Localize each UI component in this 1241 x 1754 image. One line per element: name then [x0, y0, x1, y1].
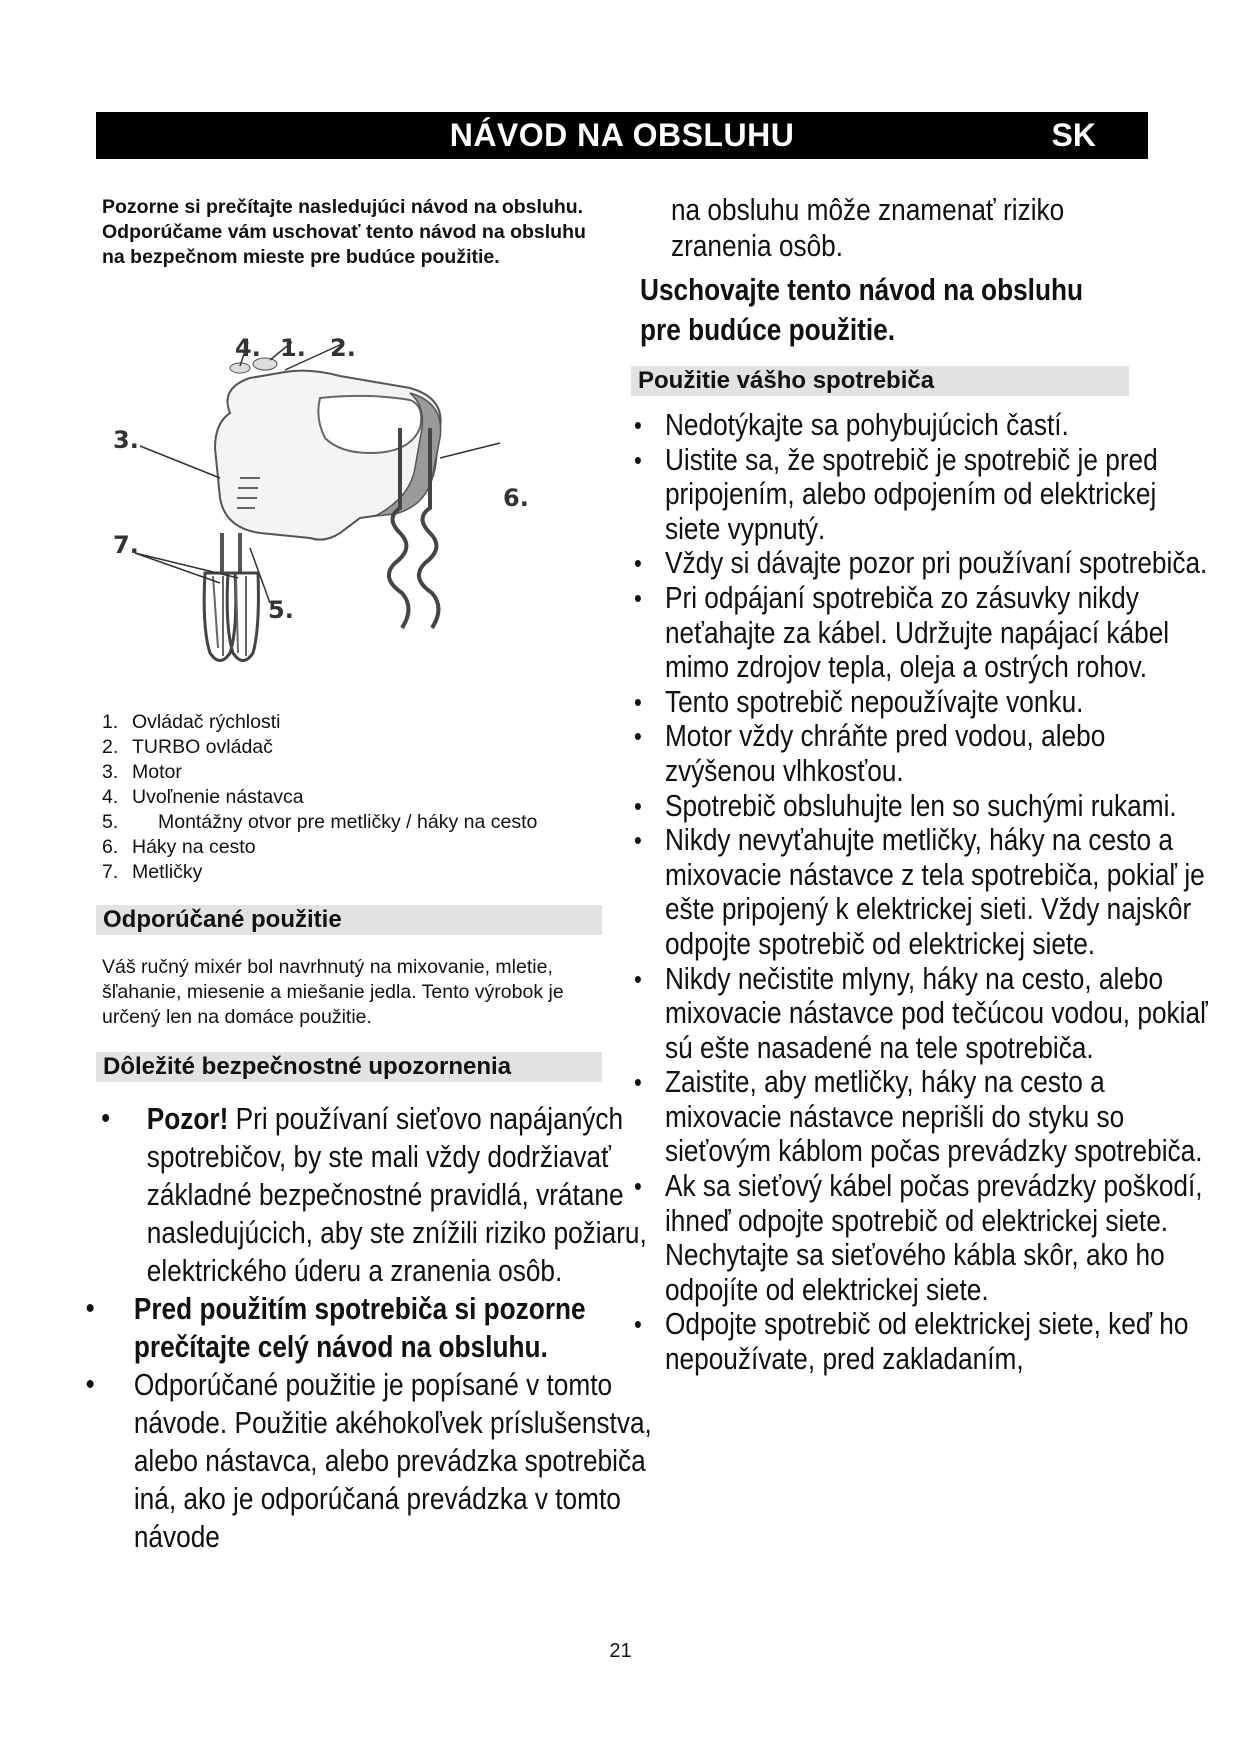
item-number: 4. [102, 786, 119, 808]
item-number: 1. [102, 711, 119, 733]
item-text: TURBO ovládač [132, 736, 273, 758]
bullet: • [634, 410, 642, 440]
item-text: Odporúčané použitie je popísané v tomto návode. Použitie akéhokoľvek príslušenstva, alebo nástavca, alebo prevádzka spotrebiča iná, ako je odporúčaná prevádzka v tomto návode [133, 1368, 652, 1554]
label-7: 7. [113, 531, 139, 559]
item-text: Metličky [132, 861, 203, 883]
item-text: Spotrebič obsluhujte len so suchými rukami. [664, 788, 1177, 823]
item-text: Zaistite, aby metličky, háky na cesto a mixovacie nástavce neprišli do styku so sieťovým káblom počas prevádzky spotrebiča. [664, 1065, 1203, 1169]
item-number: 7. [102, 861, 119, 883]
usage-heading: Použitie vášho spotrebiča [631, 366, 1129, 396]
list-item [634, 685, 1215, 720]
list-item [85, 1290, 676, 1366]
item-text: Nedotýkajte sa pohybujúcich častí. [664, 408, 1069, 442]
list-item [102, 760, 632, 785]
label-2: 2. [330, 334, 356, 362]
list-item [634, 1065, 1215, 1169]
list-item [102, 835, 632, 860]
item-number: 6. [102, 836, 119, 858]
list-item [634, 789, 1215, 824]
bullet: • [85, 1368, 95, 1401]
item-text: Ovládač rýchlosti [132, 711, 281, 733]
leader-line [440, 443, 500, 458]
item-text: Háky na cesto [132, 836, 256, 858]
bullet: • [634, 825, 642, 856]
bullet: • [634, 721, 642, 752]
label-1: 1. [280, 334, 306, 362]
item-text: Nikdy nevyťahujte metličky, háky na cesto a mixovacie nástavce z tela spotrebiča, pokiaľ je ešte pripojený k elektrickej sieti. Vždy najskôr odpojte spotrebič od elektrickej siete. [664, 823, 1205, 961]
item-number: 2. [102, 736, 119, 758]
bullet: • [634, 963, 642, 994]
item-text: Montážny otvor pre metličky / háky na cesto [158, 811, 538, 833]
continuation-line: na obsluhu môže znamenať riziko zranenia osôb. [670, 193, 1065, 263]
beater [227, 573, 258, 661]
bullet: • [634, 790, 642, 821]
bullet: • [634, 548, 642, 579]
mixer-illustration [110, 328, 610, 708]
bullet: • [634, 1309, 642, 1340]
bullet: • [634, 1067, 642, 1098]
label-6: 6. [503, 484, 529, 512]
safety-list [85, 1100, 652, 1556]
mixer-body [215, 371, 441, 540]
list-item [634, 1307, 1215, 1376]
list-item [85, 1366, 676, 1556]
continuation-text [640, 192, 1122, 264]
recommended-text: Váš ručný mixér bol navrhnutý na mixovanie, mletie, šľahanie, miesenie a miešanie jedla. Tento výrobok je určený len na domáce použitie. [102, 956, 564, 1028]
list-item [102, 710, 632, 735]
intro-text: Pozorne si prečítajte nasledujúci návod na obsluhu. Odporúčame vám uschovať tento návod na obsluhu na bezpečnom mieste pre budúce použitie. [102, 196, 586, 268]
leader-line [135, 553, 220, 583]
item-text: Motor [132, 761, 182, 783]
safety-heading: Dôležité bezpečnostné upozornenia [96, 1052, 602, 1082]
list-item [634, 962, 1215, 1066]
list-item [634, 1169, 1215, 1307]
item-text: Motor vždy chráňte pred vodou, alebo zvýšenou vlhkosťou. [664, 719, 1106, 788]
label-3: 3. [113, 426, 139, 454]
list-item [96, 1100, 676, 1290]
mixer-handle [318, 396, 421, 453]
item-text: Tento spotrebič nepoužívajte vonku. [664, 684, 1084, 719]
list-item [634, 823, 1215, 961]
bullet: • [634, 686, 642, 717]
bullet: • [634, 582, 642, 613]
item-text: Uistite sa, že spotrebič je spotrebič je pred pripojením, alebo odpojením od elektrickej siete vypnutý. [664, 442, 1158, 546]
item-bold: Pred použitím spotrebiča si pozorne prečítajte celý návod na obsluhu. [133, 1292, 586, 1364]
item-text: Pri odpájaní spotrebiča zo zásuvky nikdy neťahajte za kábel. Udržujte napájací kábel mimo zdrojov tepla, oleja a ostrých rohov. [664, 580, 1170, 685]
list-item [102, 810, 632, 835]
leader-line [140, 446, 220, 478]
mixer-figure [110, 328, 610, 708]
item-text: Pri používaní sieťovo napájaných spotrebičov, by ste mali vždy dodržiavať základné bezpečnostné pravidlá, vrátane nasledujúcich, aby ste znížili riziko požiaru, elektrického úderu a zranenia osôb. [146, 1102, 647, 1288]
list-item [102, 860, 632, 885]
header-bar [96, 112, 1148, 159]
item-text: Uvoľnenie nástavca [132, 786, 304, 808]
list-item [102, 735, 632, 760]
recommended-heading: Odporúčané použitie [96, 905, 602, 935]
label-4: 4. [235, 334, 261, 362]
usage-list [634, 408, 1208, 1377]
list-item [634, 719, 1215, 788]
item-text: Nikdy nečistite mlyny, háky na cesto, alebo mixovacie nástavce pod tečúcou vodou, pokiaľ sú ešte nasadené na tele spotrebiča. [664, 961, 1208, 1065]
item-bold: Pozor! [146, 1102, 229, 1136]
item-text: Odpojte spotrebič od elektrickej siete, keď ho nepoužívate, pred zakladaním, [664, 1307, 1189, 1377]
item-text: Ak sa sieťový kábel počas prevádzky poškodí, ihneď odpojte spotrebič od elektrickej siete. Nechytajte sa sieťového kábla skôr, ako ho odpojíte od elektrickej siete. [664, 1169, 1203, 1307]
bullet: • [101, 1102, 111, 1135]
list-item [634, 408, 1215, 443]
page-number: 21 [609, 1640, 632, 1662]
label-5: 5. [268, 596, 294, 624]
item-text: Vždy si dávajte pozor pri používaní spotrebiča. [664, 546, 1208, 581]
page-title: NÁVOD NA OBSLUHU [449, 117, 795, 153]
list-item [634, 581, 1215, 685]
bullet: • [85, 1292, 95, 1325]
item-number: 3. [102, 761, 119, 783]
bullet: • [634, 444, 642, 475]
item-number: 5. [102, 811, 119, 833]
parts-list [102, 710, 632, 885]
leader-line [250, 548, 270, 603]
language-code: SK [1051, 117, 1096, 153]
keep-notice: Uschovajte tento návod na obsluhu pre budúce použitie. [640, 273, 1084, 347]
bullet: • [634, 1171, 642, 1202]
list-item [634, 546, 1215, 581]
list-item [102, 785, 632, 810]
list-item [634, 443, 1215, 547]
